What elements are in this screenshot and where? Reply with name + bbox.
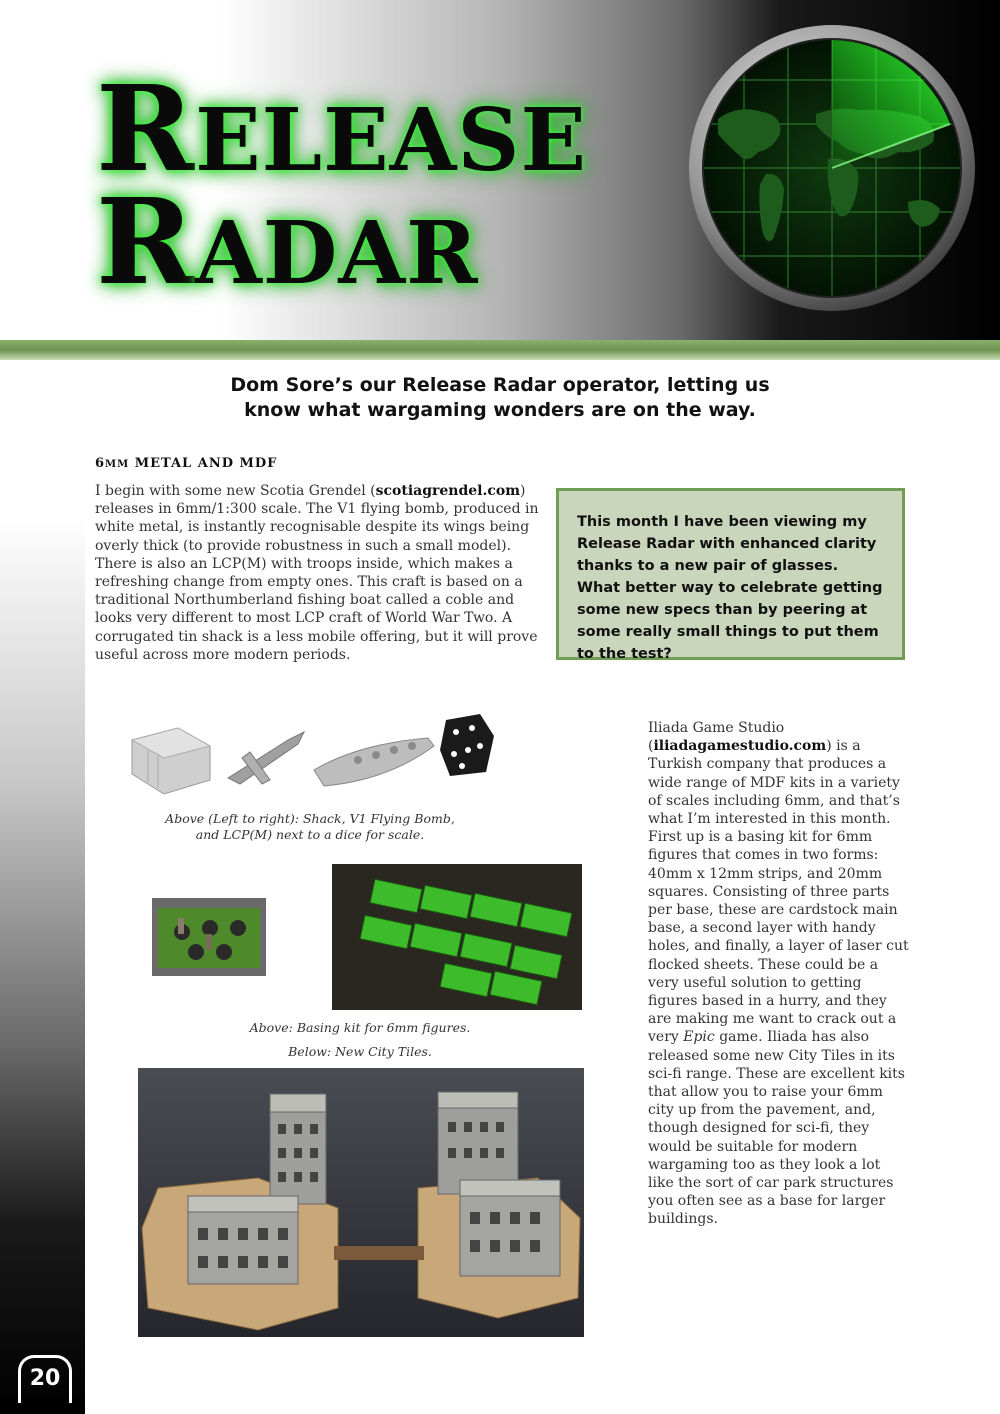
- models-photo: [128, 710, 500, 806]
- callout-box: This month I have been viewing my Release Radar with enhanced clarity thanks to a new pair of glasses. What better way to celebrate getting some new specs than by peering at some really small things to put them to the test?: [556, 488, 905, 660]
- caption-models: Above (Left to right): Shack, V1 Flying Bomb, and LCP(M) next to a dice for scale.: [165, 811, 455, 842]
- left-side-gradient: [0, 360, 85, 1414]
- title-line-release: RELEASE: [96, 59, 588, 198]
- basing-sample-photo: [152, 898, 266, 976]
- scotia-grendel-link[interactable]: scotiagrendel.com: [375, 483, 521, 499]
- header-green-rule: [0, 340, 1000, 360]
- intro-standfirst: Dom Sore’s our Release Radar operator, letting us know what wargaming wonders are on the way.: [230, 374, 770, 421]
- caption-basing: Above: Basing kit for 6mm figures.: [249, 1020, 471, 1035]
- dice-icon: [440, 714, 494, 776]
- body-column-2: Iliada Game Studio (iliadagamestudio.com) is a Turkish company that produces a wide range of MDF kits in a variety of scales including 6mm, and that’s what I’m interested in this month. First up is a basing kit for 6mm figures that comes in two forms: 40mm x 12mm strips, and 20mm squares. Consisting of three parts per base, these are cardstock main base, a second layer with handy holes, and finally, a layer of laser cut flocked sheets. These could be a very useful solution to getting figures based in a hurry, and they are making me want to crack out a very Epic game. Iliada has also released some new City Tiles in its sci-fi range. These are excellent kits that allow you to raise your 6mm city up from the pavement, and, though designed for sci-fi, they would be suitable for modern wargaming too as they look a lot like the sort of car park structures you often see as a base for larger buildings.: [648, 720, 909, 1228]
- basing-kit-photo: [332, 864, 582, 1010]
- body-column-1: I begin with some new Scotia Grendel (scotiagrendel.com) releases in 6mm/1:300 scale. The V1 flying bomb, produced in white metal, is instantly recognisable despite its wings being overly thick (to provide robustness in such a small model). There is also an LCP(M) with troops inside, which makes a refreshing change from empty ones. This craft is based on a traditional Northumberland fishing boat called a coble and looks very different to most LCP craft of World War Two. A corrugated tin shack is a less mobile offering, but it will prove useful across more modern periods.: [95, 483, 539, 663]
- page-number: 20: [18, 1355, 72, 1403]
- caption-city: Below: New City Tiles.: [288, 1044, 432, 1059]
- iliada-link[interactable]: iliadagamestudio.com: [653, 738, 827, 755]
- city-tiles-photo: [138, 1068, 584, 1337]
- radar-graphic: [688, 24, 976, 312]
- section-heading: 6MM METAL AND MDF: [95, 456, 278, 471]
- title-line-radar: RADAR: [96, 172, 479, 311]
